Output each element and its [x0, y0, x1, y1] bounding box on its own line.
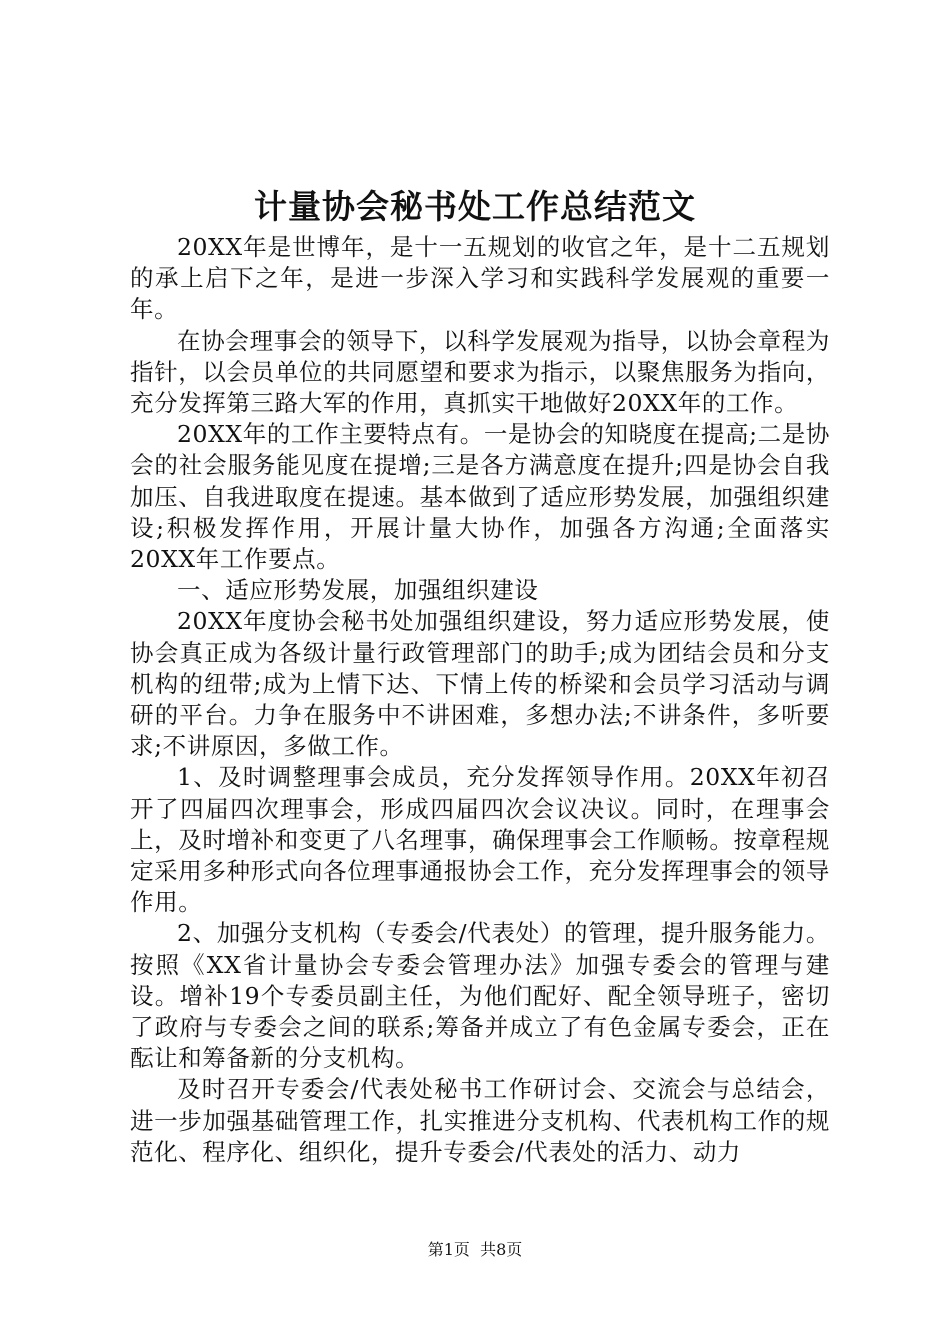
page-number: 第1页 共8页	[427, 1240, 523, 1259]
paragraph-leadership: 在协会理事会的领导下，以科学发展观为指导，以协会章程为指针，以会员单位的共同愿望和要求为指示，以聚焦服务为指向，充分发挥第三路大军的作用，真抓实干地做好20XX年的工作。	[130, 326, 830, 418]
paragraph-item-1: 1、及时调整理事会成员，充分发挥领导作用。20XX年初召开了四届四次理事会，形成四届四次会议决议。同时，在理事会上，及时增补和变更了八名理事，确保理事会工作顺畅。按章程规定采用多种形式向各位理事通报协会工作，充分发挥理事会的领导作用。	[130, 763, 830, 917]
paragraph-organization: 20XX年度协会秘书处加强组织建设，努力适应形势发展，使协会真正成为各级计量行政管理部门的助手;成为团结会员和分支机构的纽带;成为上情下达、下情上传的桥梁和会员学习活动与调研的平台。力争在服务中不讲困难，多想办法;不讲条件，多听要求;不讲原因，多做工作。	[130, 607, 830, 761]
paragraph-item-2: 2、加强分支机构（专委会/代表处）的管理，提升服务能力。按照《XX省计量协会专委会管理办法》加强专委会的管理与建设。增补19个专委员副主任，为他们配好、配全领导班子，密切了政府与专委会之间的联系;筹备并成立了有色金属专委会，正在酝让和筹备新的分支机构。	[130, 919, 830, 1073]
paragraph-features: 20XX年的工作主要特点有。一是协会的知晓度在提高;二是协会的社会服务能见度在提增;三是各方满意度在提升;四是协会自我加压、自我进取度在提速。基本做到了适应形势发展，加强组织建设;积极发挥作用，开展计量大协作，加强各方沟通;全面落实20XX年工作要点。	[130, 420, 830, 574]
page-footer	[0, 1238, 950, 1262]
paragraph-intro: 20XX年是世博年，是十一五规划的收官之年，是十二五规划的承上启下之年，是进一步深入学习和实践科学发展观的重要一年。	[130, 233, 830, 324]
paragraph-meetings: 及时召开专委会/代表处秘书工作研讨会、交流会与总结会，进一步加强基础管理工作，扎实推进分支机构、代表机构工作的规范化、程序化、组织化，提升专委会/代表处的活力、动力	[130, 1075, 830, 1166]
section-heading-1: 一、适应形势发展，加强组织建设	[177, 576, 539, 605]
document-title: 计量协会秘书处工作总结范文	[254, 187, 696, 226]
document-body	[130, 232, 830, 1187]
